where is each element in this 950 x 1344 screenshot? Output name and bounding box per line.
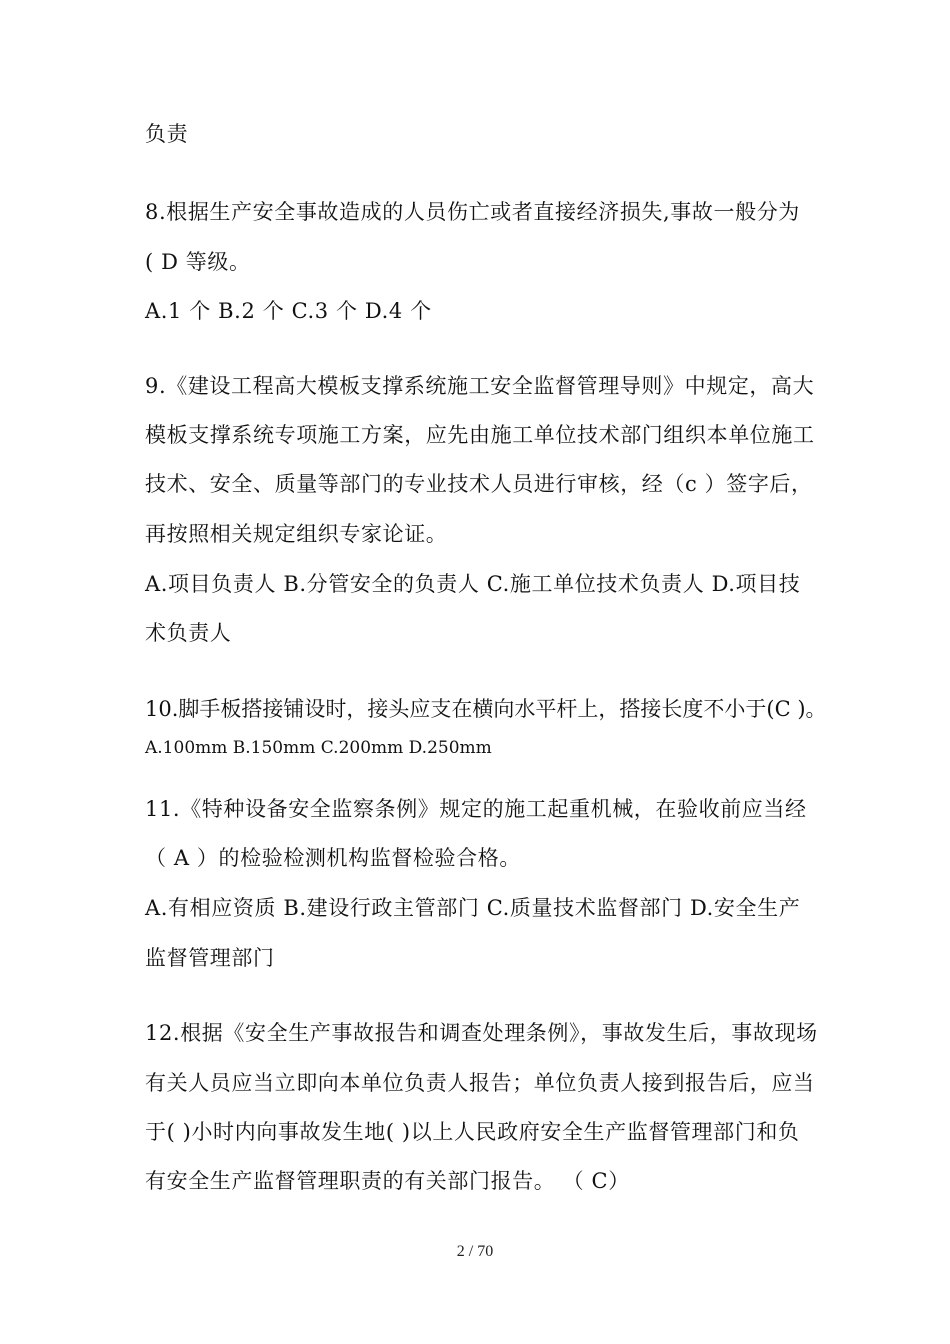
question-11-stem: （ A ）的检验检测机构监督检验合格。 (145, 846, 521, 870)
question-8-options: A.1 个 B.2 个 C.3 个 D.4 个 (145, 299, 432, 323)
question-12-stem: 于( )小时内向事故发生地( )以上人民政府安全生产监督管理部门和负 (145, 1120, 800, 1144)
question-12-stem: 12.根据《安全生产事故报告和调查处理条例》，事故发生后，事故现场 (145, 1021, 818, 1045)
question-11-stem: 11.《特种设备安全监察条例》规定的施工起重机械，在验收前应当经 (145, 797, 807, 821)
question-9-stem: 模板支撑系统专项施工方案，应先由施工单位技术部门组织本单位施工 (145, 423, 815, 447)
question-11-options: 监督管理部门 (145, 946, 275, 970)
question-11-options: A.有相应资质 B.建设行政主管部门 C.质量技术监督部门 D.安全生产 (145, 896, 801, 920)
question-10-stem: 10.脚手板搭接铺设时，接头应支在横向水平杆上，搭接长度不小于(C )。 (145, 697, 827, 721)
question-8-stem: 8.根据生产安全事故造成的人员伤亡或者直接经济损失,事故一般分为 (145, 200, 800, 224)
question-12-stem: 有安全生产监督管理职责的有关部门报告。 （ C） (145, 1169, 630, 1193)
question-9-options: 术负责人 (145, 621, 232, 645)
question-9-stem: 再按照相关规定组织专家论证。 (145, 522, 448, 546)
question-10-options: A.100mm B.150mm C.200mm D.250mm (145, 738, 492, 758)
question-9-stem: 9.《建设工程高大模板支撑系统施工安全监督管理导则》中规定，高大 (145, 374, 815, 398)
page-number: 2 / 70 (456, 1243, 494, 1260)
question-9-stem: 技术、安全、质量等部门的专业技术人员进行审核，经（c ）签字后， (145, 472, 813, 496)
text-line: 负责 (145, 122, 189, 146)
question-12-stem: 有关人员应当立即向本单位负责人报告；单位负责人接到报告后，应当 (145, 1071, 815, 1095)
question-9-options: A.项目负责人 B.分管安全的负责人 C.施工单位技术负责人 D.项目技 (145, 572, 801, 596)
question-8-stem: ( D 等级。 (145, 250, 251, 274)
